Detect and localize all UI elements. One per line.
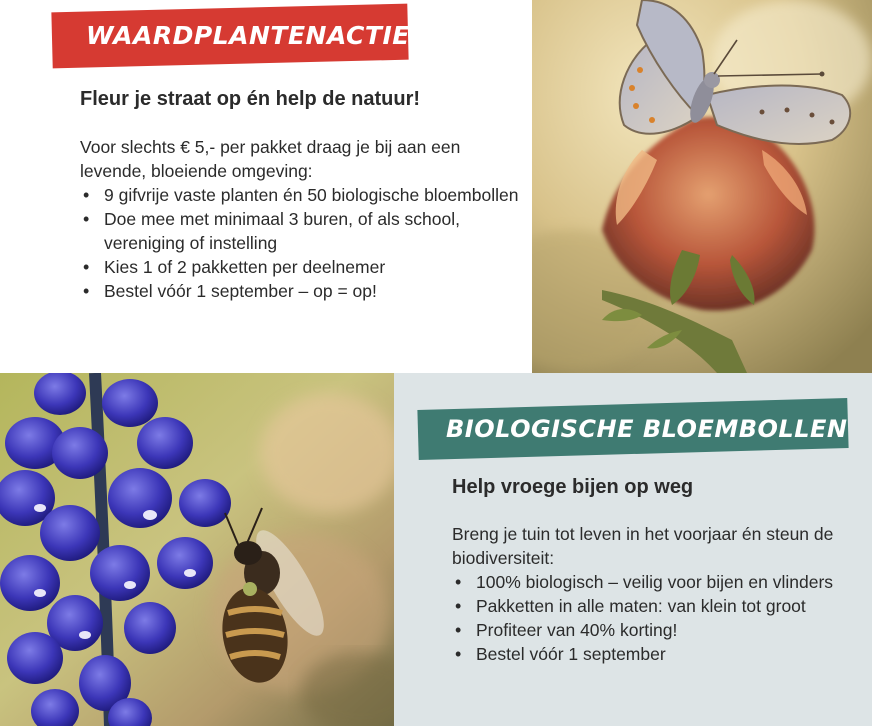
panel-subtitle: Fleur je straat op én help de natuur! [80,88,421,110]
list-item: • Doe mee met minimaal 3 buren, of als school, vereniging of instelling [80,207,520,255]
list-item: • 100% biologisch – veilig voor bijen en vlinders [452,570,864,594]
banner-title: WAARDPLANTENACTIE [86,21,410,50]
waardplanten-banner [52,8,408,64]
panel-intro: Voor slechts € 5,- per pakket draag je bij aan een levende, bloeiende omgeving: [80,137,461,181]
bloembollen-banner [418,404,848,454]
bee-on-flower-image [0,373,394,726]
list-item: • 9 gifvrije vaste planten én 50 biologische bloembollen [80,183,520,207]
list-item: • Pakketten in alle maten: van klein tot groot [452,594,864,618]
panel-intro: Breng je tuin tot leven in het voorjaar én steun de biodiversiteit: [452,524,834,568]
benefit-list [452,570,864,666]
bee-photo [0,373,394,726]
list-item: • Profiteer van 40% korting! [452,618,864,642]
list-item: • Bestel vóór 1 september [452,642,864,666]
bloembollen-panel [394,373,872,726]
butterfly-photo [532,0,872,373]
panel-subtitle: Help vroege bijen op weg [452,476,694,498]
list-item: • Bestel vóór 1 september – op = op! [80,279,520,303]
list-item: • Kies 1 of 2 pakketten per deelnemer [80,255,520,279]
banner-title: BIOLOGISCHE BLOEMBOLLEN [446,415,848,443]
benefit-list [80,183,520,303]
waardplanten-panel [0,0,532,373]
butterfly-on-flower-image [532,0,872,373]
